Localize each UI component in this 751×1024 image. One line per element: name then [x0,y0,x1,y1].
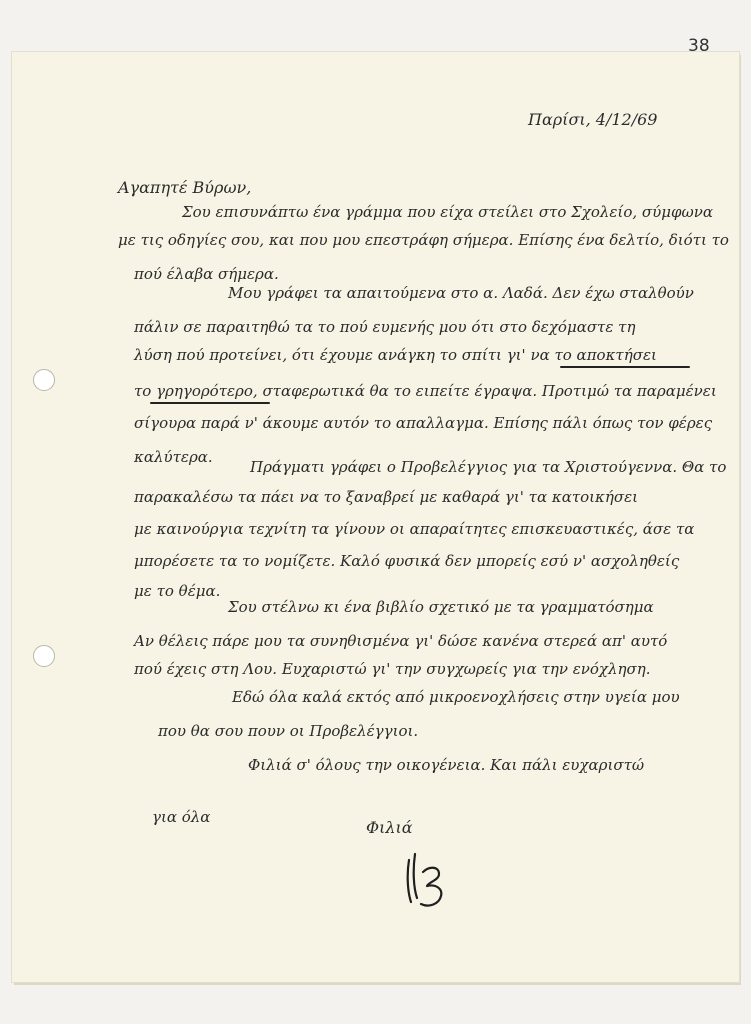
letter-line: σίγουρα παρά ν' άκουμε αυτόν το απαλλαγμα. Επίσης πάλι όπως τον φέρες [134,414,713,432]
place-date: Παρίσι, 4/12/69 [528,110,658,129]
letter-line: το γρηγορότερο, σταφερωτικά θα το ειπείτε έγραψα. Προτιμώ τα παραμένει [134,382,717,400]
letter-line: με τις οδηγίες σου, και που μου επεστράφη σήμερα. Επίσης ένα δελτίο, διότι το [118,231,729,249]
letter-line: Πράγματι γράφει ο Προβελέγγιος για τα Χριστούγεννα. Θα το [250,458,727,476]
letter-line: με το θέμα. [134,582,221,600]
letter-line: πού έλαβα σήμερα. [134,265,279,283]
letter-line: μπορέσετε τα το νομίζετε. Καλό φυσικά δεν μπορείς εσύ ν' ασχοληθείς [134,552,680,570]
closing: Φιλιά [366,818,413,837]
letter-line: πάλιν σε παραιτηθώ τα το πού ευμενής μου ότι στο δεχόμαστε τη [134,318,636,336]
letter-line: λύση πού προτείνει, ότι έχουμε ανάγκη το σπίτι γι' να το αποκτήσει [134,346,657,364]
underline-mark [560,366,690,368]
letter-line: για όλα [152,808,211,826]
letter-line: Αν θέλεις πάρε μου τα συνηθισμένα γι' δώσε κανένα στερεά απ' αυτό [134,632,668,650]
letter-line: καλύτερα. [134,448,213,466]
letter-line: Μου γράφει τα απαιτούμενα στο α. Λαδά. Δεν έχω σταλθούν [228,284,694,302]
letter-line: που θα σου πουν οι Προβελέγγιοι. [158,722,419,740]
salutation: Αγαπητέ Βύρων, [118,178,252,197]
letter-line: Φιλιά σ' όλους την οικογένεια. Και πάλι ευχαριστώ [248,756,645,774]
letter-line: με καινούργια τεχνίτη τα γίνουν οι απαραίτητες επισκευαστικές, άσε τα [134,520,695,538]
archive-number: 38 [688,36,710,56]
letter-line: Εδώ όλα καλά εκτός από μικροενοχλήσεις στην υγεία μου [232,688,680,706]
punch-hole-upper [33,369,55,391]
signature-mark [395,842,465,922]
letter-line: Σου επισυνάπτω ένα γράμμα που είχα στείλει στο Σχολείο, σύμφωνα [182,203,713,221]
letter-line: παρακαλέσω τα πάει να το ξαναβρεί με καθαρά γι' τα κατοικήσει [134,488,639,506]
letter-line: πού έχεις στη Λου. Ευχαριστώ γι' την συγχωρείς για την ενόχληση. [134,660,651,678]
underline-mark [150,402,270,404]
punch-hole-lower [33,645,55,667]
letter-line: Σου στέλνω κι ένα βιβλίο σχετικό με τα γραμματόσημα [228,598,654,616]
